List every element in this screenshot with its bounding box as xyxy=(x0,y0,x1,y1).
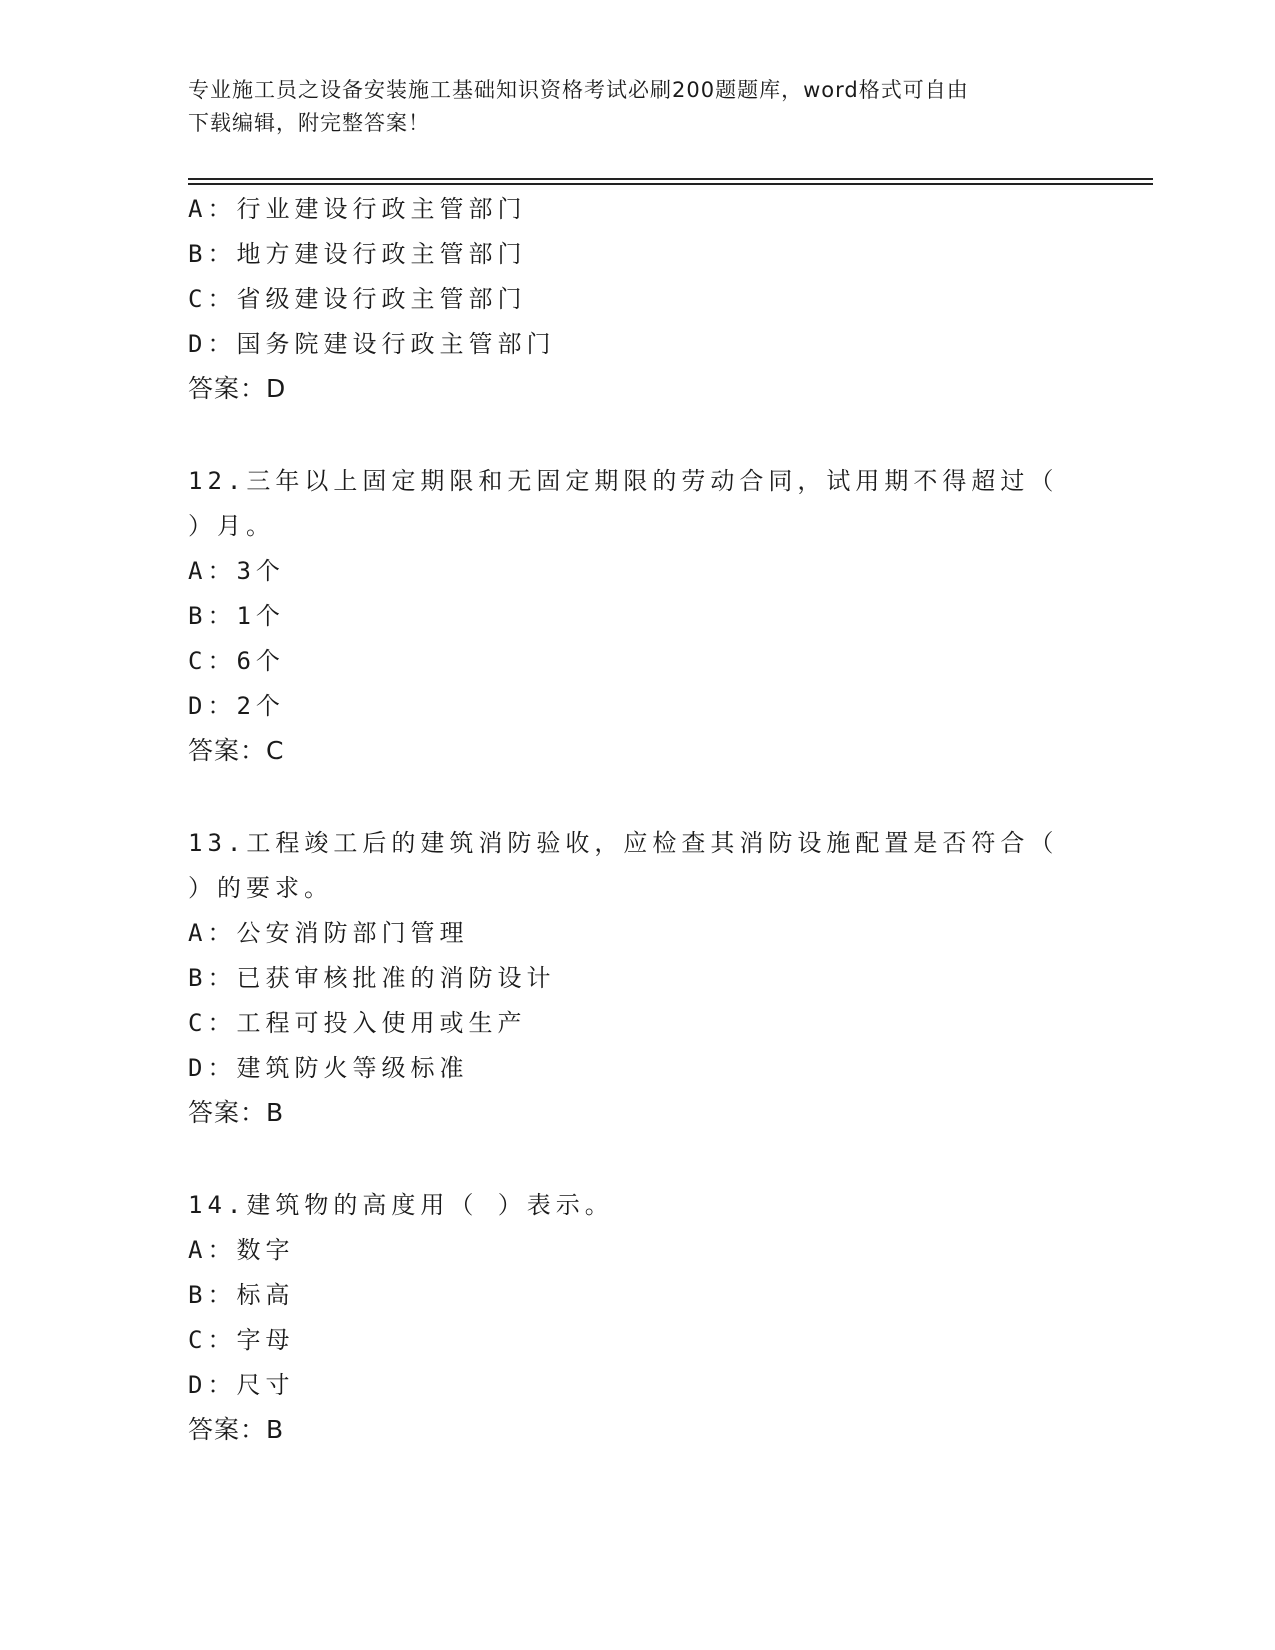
q12-answer: 答案：C xyxy=(188,736,285,765)
q12-option-d: D：2个 xyxy=(188,692,285,720)
q12-option-b: B：1个 xyxy=(188,602,285,630)
q14-option-b: B：标高 xyxy=(188,1281,295,1309)
header-line-1: 专业施工员之设备安装施工基础知识资格考试必刷200题题库，word格式可自由 xyxy=(188,78,969,102)
q13-option-a: A：公安消防部门管理 xyxy=(188,919,469,947)
q13-answer: 答案：B xyxy=(188,1098,285,1127)
q11-option-c: C：省级建设行政主管部门 xyxy=(188,285,527,313)
header-line-2: 下载编辑，附完整答案！ xyxy=(188,111,430,135)
q11-option-a: A：行业建设行政主管部门 xyxy=(188,195,527,223)
q12-option-a: A：3个 xyxy=(188,557,285,585)
q14-option-c: C：字母 xyxy=(188,1326,295,1354)
q13-option-c: C：工程可投入使用或生产 xyxy=(188,1009,527,1037)
q14-option-a: A：数字 xyxy=(188,1236,295,1264)
q14-stem-line-1: 14.建筑物的高度用（ ）表示。 xyxy=(188,1191,614,1219)
q13-option-d: D：建筑防火等级标准 xyxy=(188,1054,469,1082)
q11-option-b: B：地方建设行政主管部门 xyxy=(188,240,527,268)
q12-stem-line-1: 12.三年以上固定期限和无固定期限的劳动合同，试用期不得超过（ xyxy=(188,467,1059,495)
header-divider-top xyxy=(188,178,1153,180)
q13-option-b: B：已获审核批准的消防设计 xyxy=(188,964,556,992)
q12-option-c: C：6个 xyxy=(188,647,285,675)
q13-stem-line-1: 13.工程竣工后的建筑消防验收，应检查其消防设施配置是否符合（ xyxy=(188,829,1059,857)
q14-answer: 答案：B xyxy=(188,1415,285,1444)
q12-stem-line-2: ）月。 xyxy=(188,512,275,540)
document-header xyxy=(188,74,1088,140)
q13-stem-line-2: ）的要求。 xyxy=(188,874,333,902)
q11-answer: 答案：D xyxy=(188,374,287,403)
header-divider-bottom xyxy=(188,183,1153,185)
q14-option-d: D：尺寸 xyxy=(188,1371,295,1399)
q11-option-d: D：国务院建设行政主管部门 xyxy=(188,330,556,358)
